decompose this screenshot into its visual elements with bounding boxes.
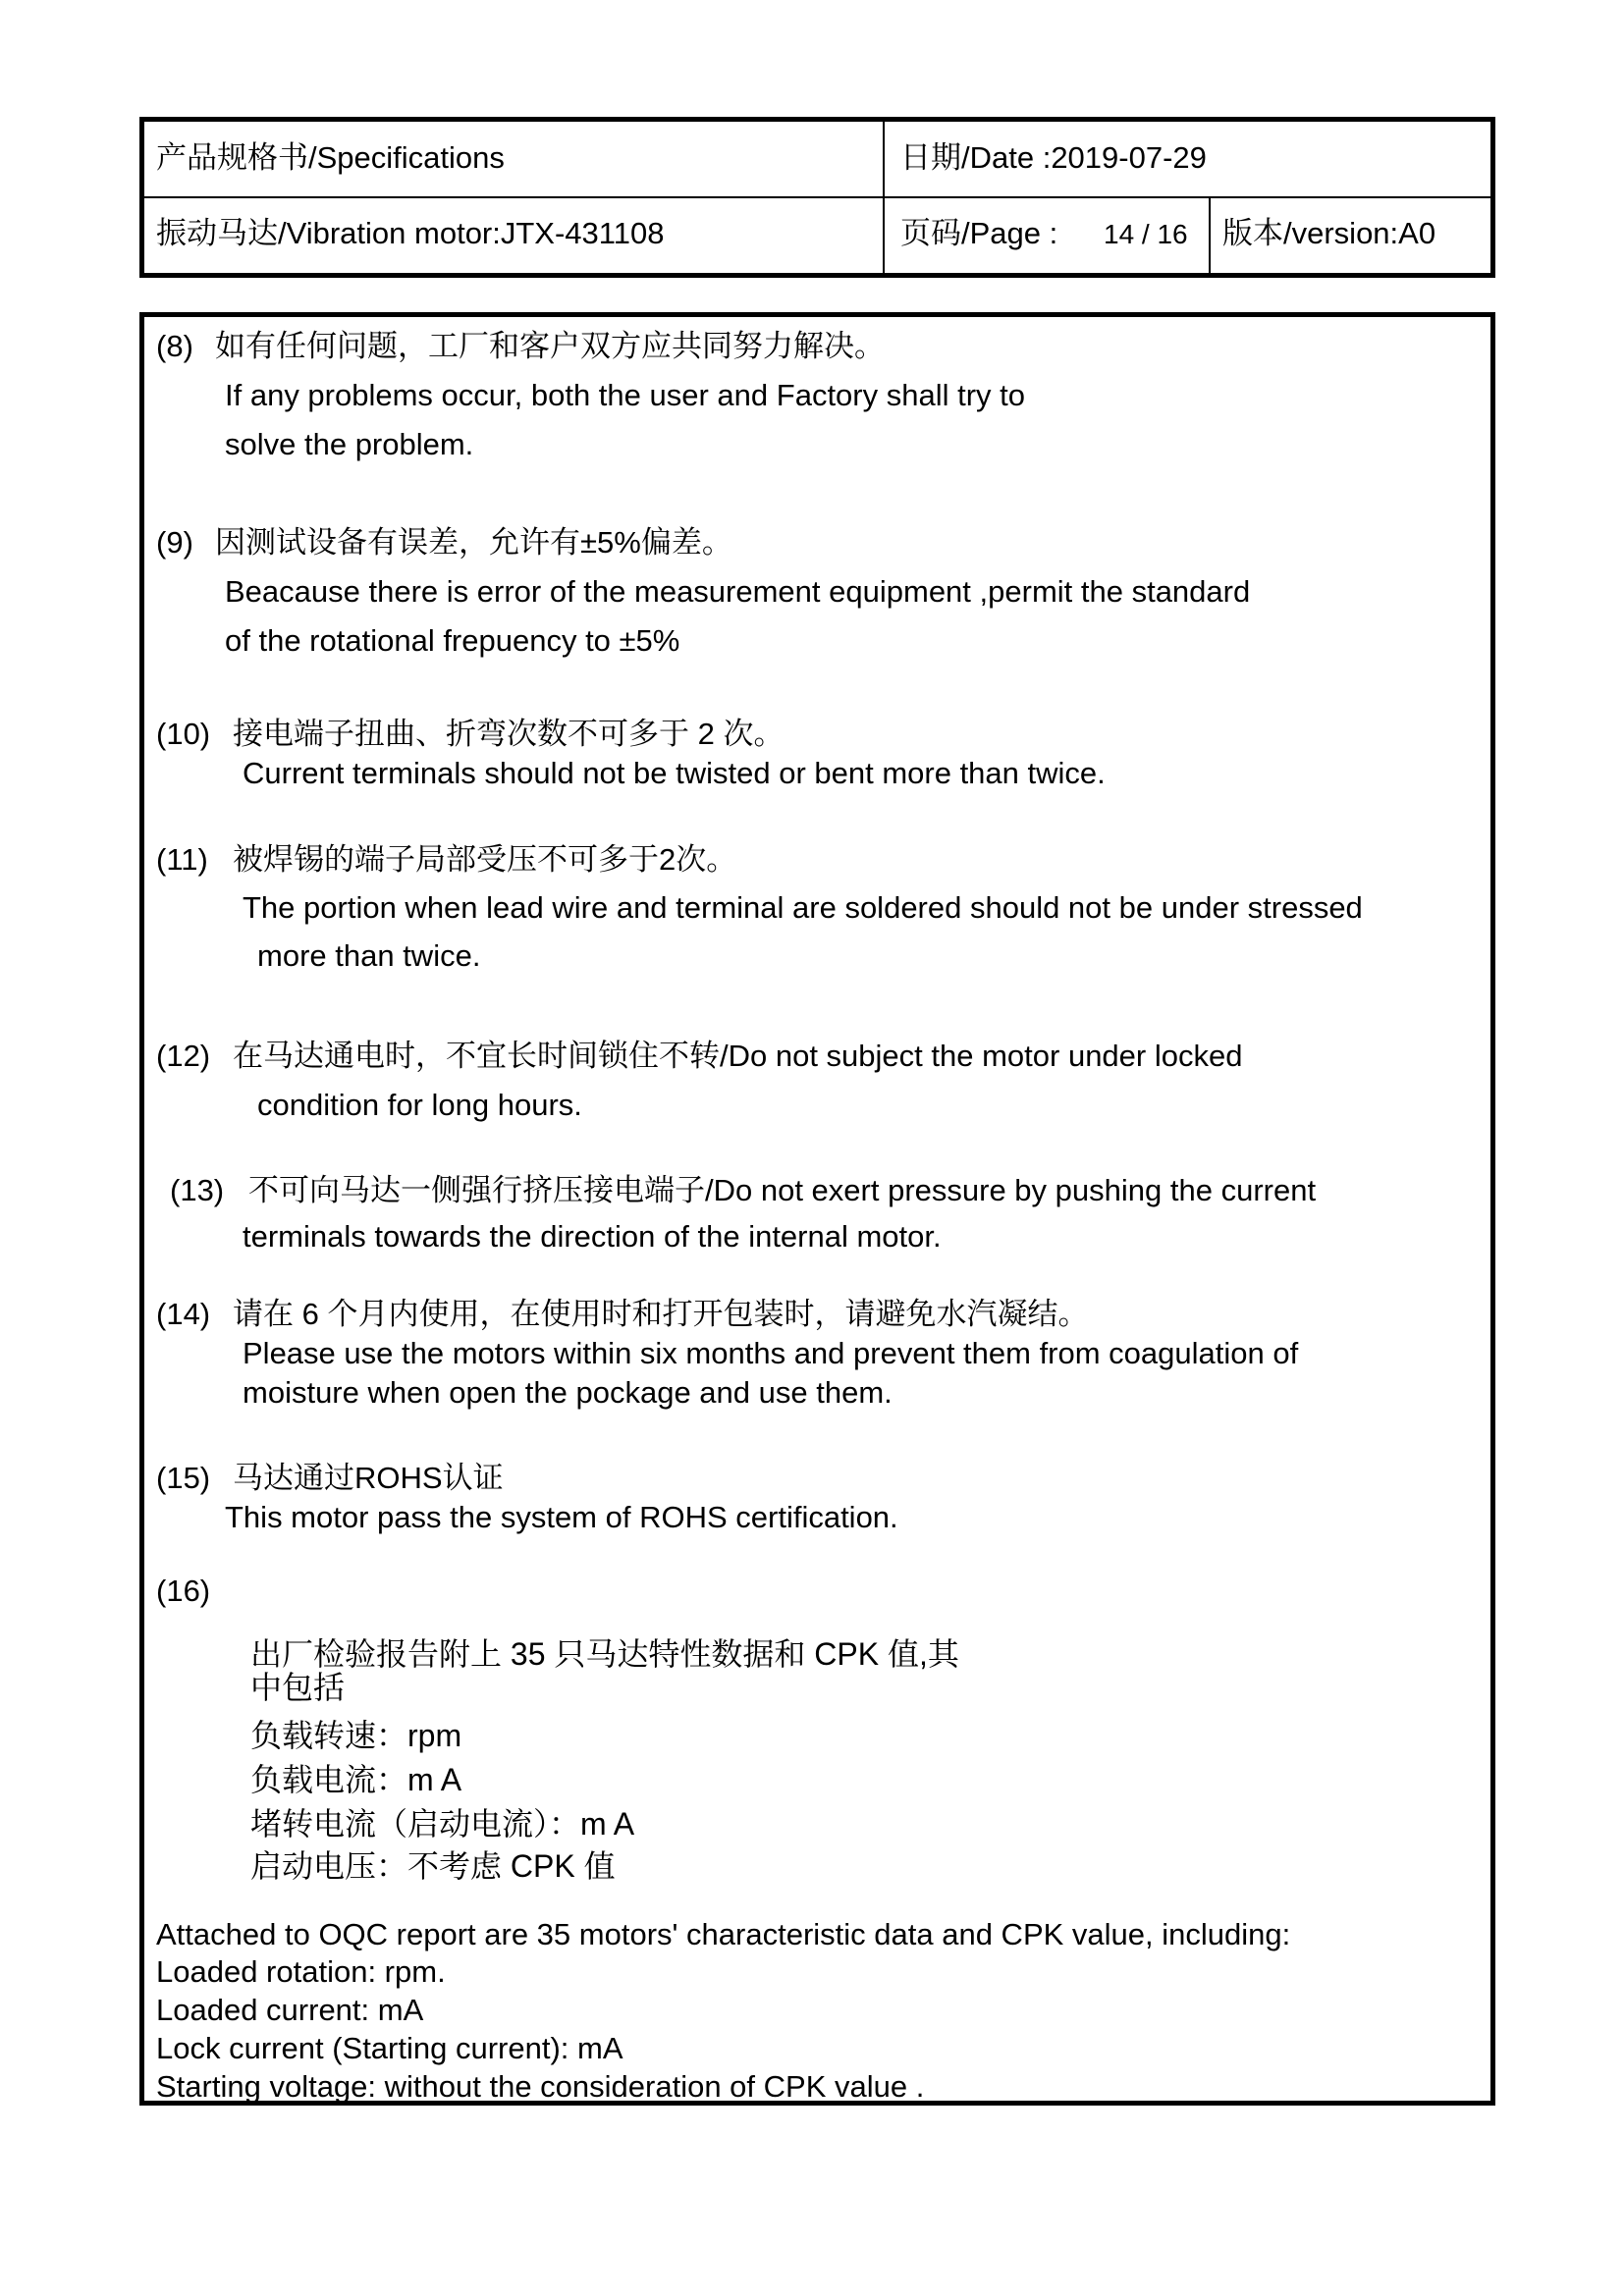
header-table — [139, 117, 1495, 278]
item-16-number: (16) — [156, 1574, 211, 1608]
item-9-en-line-1: Beacause there is error of the measurement equipment ,permit the standard — [225, 574, 1251, 609]
item-8-en-line-2: solve the problem. — [225, 427, 474, 461]
item-12-zh: 在马达通电时，不宜长时间锁住不转/Do not subject the motor under locked — [233, 1039, 1243, 1073]
item-9-en-line-2: of the rotational frepuency to ±5% — [225, 623, 680, 658]
product-name: 振动马达/Vibration motor:JTX-431108 — [156, 216, 665, 250]
item-16-en-line-2: Loaded rotation: rpm. — [156, 1954, 446, 1989]
item-15-number: (15) — [156, 1461, 211, 1495]
version-label: 版本/version:A0 — [1222, 216, 1436, 250]
item-14-en-line-2: moisture when open the pockage and use them. — [243, 1375, 893, 1410]
item-14-zh: 请在 6 个月内使用，在使用时和打开包装时，请避免水汽凝结。 — [233, 1297, 1089, 1331]
page-number: 14 / 16 — [1104, 219, 1188, 249]
item-15-en-line-1: This motor pass the system of ROHS certification. — [225, 1500, 898, 1534]
item-9-zh: 因测试设备有误差，允许有±5%偏差。 — [215, 525, 732, 560]
item-10-zh: 接电端子扭曲、折弯次数不可多于 2 次。 — [233, 717, 785, 751]
item-16-en-line-3: Loaded current: mA — [156, 1993, 424, 2027]
item-16-zh-line-5: 堵转电流（启动电流）：m A — [250, 1806, 635, 1842]
item-16-zh-line-1: 出厂检验报告附上 35 只马达特性数据和 CPK 值,其 — [250, 1636, 959, 1672]
item-8-number: (8) — [156, 329, 193, 363]
notes-box — [139, 312, 1495, 2106]
item-15-zh: 马达通过ROHS认证 — [233, 1461, 504, 1495]
header-column-divider — [883, 122, 885, 273]
doc-title: 产品规格书/Specifications — [156, 140, 505, 175]
item-13-number: (13) — [170, 1173, 225, 1207]
item-16-zh-line-2: 中包括 — [250, 1670, 346, 1705]
header-row-divider — [144, 196, 1490, 198]
item-12-en-line-1: condition for long hours. — [257, 1088, 582, 1122]
item-9-number: (9) — [156, 525, 193, 560]
item-11-en-line-1: The portion when lead wire and terminal are soldered should not be under stressed — [243, 890, 1363, 925]
item-16-en-line-4: Lock current (Starting current): mA — [156, 2031, 623, 2065]
item-14-en-line-1: Please use the motors within six months and prevent them from coagulation of — [243, 1336, 1299, 1370]
item-11-zh: 被焊锡的端子局部受压不可多于2次。 — [233, 842, 737, 877]
page-label: 页码/Page : — [900, 216, 1058, 250]
item-16-zh-line-4: 负载电流：m A — [250, 1762, 462, 1797]
item-11-number: (11) — [156, 842, 208, 877]
item-13-zh: 不可向马达一侧强行挤压接电端子/Do not exert pressure by pushing the current — [248, 1173, 1317, 1207]
item-10-number: (10) — [156, 717, 211, 751]
item-16-en-line-1: Attached to OQC report are 35 motors' characteristic data and CPK value, including: — [156, 1917, 1291, 1951]
item-10-en-line-1: Current terminals should not be twisted or bent more than twice. — [243, 756, 1106, 790]
item-13-en-line-1: terminals towards the direction of the internal motor. — [243, 1219, 942, 1254]
item-16-zh-line-6: 启动电压：不考虑 CPK 值 — [250, 1848, 616, 1884]
item-11-en-line-2: more than twice. — [257, 938, 481, 973]
date-label: 日期/Date :2019-07-29 — [900, 140, 1207, 175]
header-column-divider-version — [1209, 196, 1211, 273]
item-8-zh: 如有任何问题，工厂和客户双方应共同努力解决。 — [215, 329, 885, 363]
item-14-number: (14) — [156, 1297, 211, 1331]
item-8-en-line-1: If any problems occur, both the user and Factory shall try to — [225, 378, 1026, 412]
item-16-en-line-5: Starting voltage: without the consideration of CPK value . — [156, 2069, 925, 2104]
item-12-number: (12) — [156, 1039, 211, 1073]
item-16-zh-line-3: 负载转速：rpm — [250, 1718, 462, 1753]
